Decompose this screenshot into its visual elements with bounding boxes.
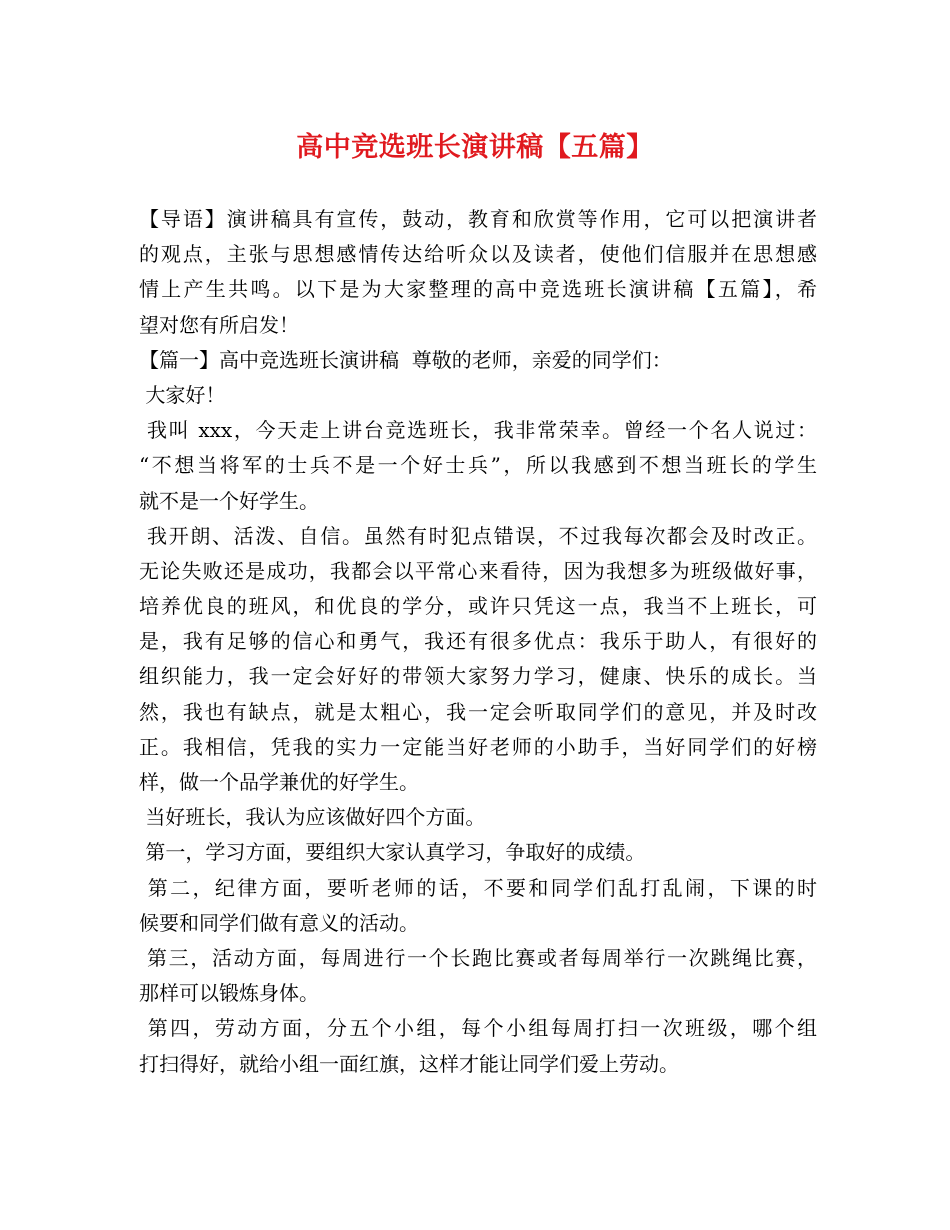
text-line: 培养优良的班风，和优良的学分，或许只凭这一点，我当不上班长，可 <box>139 594 817 619</box>
text-line: 候要和同学们做有意义的活动。 <box>139 910 419 935</box>
text-line: 就不是一个好学生。 <box>139 488 319 513</box>
text-line: 无论失败还是成功，我都会以平常心来看待，因为我想多为班级做好事， <box>139 558 817 583</box>
text-line: 大家好！ <box>139 382 226 407</box>
text-line: “不想当将军的士兵不是一个好士兵”，所以我感到不想当班长的学生 <box>139 453 817 478</box>
text-line: 我开朗、活泼、自信。虽然有时犯点错误，不过我每次都会及时改正。 <box>139 523 817 548</box>
text-line: 我叫 xxx，今天走上讲台竞选班长，我非常荣幸。曾经一个名人说过： <box>139 418 817 443</box>
text-line: 那样可以锻炼身体。 <box>139 981 319 1006</box>
text-line: 第三，活动方面，每周进行一个长跑比赛或者每周举行一次跳绳比赛， <box>139 945 817 970</box>
text-line: 第二，纪律方面，要听老师的话，不要和同学们乱打乱闹，下课的时 <box>139 875 817 900</box>
text-line: 组织能力，我一定会好好的带领大家努力学习，健康、快乐的成长。当 <box>139 664 817 689</box>
text-line: 的观点，主张与思想感情传达给听众以及读者，使他们信服并在思想感 <box>139 242 817 267</box>
text-line: 情上产生共鸣。以下是为大家整理的高中竞选班长演讲稿【五篇】，希 <box>139 277 817 302</box>
document-body <box>139 202 817 1082</box>
text-line: 望对您有所启发！ <box>139 312 299 337</box>
text-line: 正。我相信，凭我的实力一定能当好老师的小助手，当好同学们的好榜 <box>139 734 817 759</box>
text-line: 样，做一个品学兼优的好学生。 <box>139 770 419 794</box>
text-line: 【篇一】高中竞选班长演讲稿 尊敬的老师，亲爱的同学们： <box>139 347 672 372</box>
text-line: 打扫得好，就给小组一面红旗，这样才能让同学们爱上劳动。 <box>139 1051 679 1076</box>
text-line: 第四，劳动方面，分五个小组，每个小组每周打扫一次班级，哪个组 <box>139 1016 817 1041</box>
document-title: 高中竞选班长演讲稿【五篇】 <box>296 132 654 163</box>
text-line: 【导语】演讲稿具有宣传，鼓动，教育和欣赏等作用，它可以把演讲者 <box>139 207 817 231</box>
text-line: 第一，学习方面，要组织大家认真学习，争取好的成绩。 <box>139 840 646 865</box>
text-line: 是，我有足够的信心和勇气，我还有很多优点：我乐于助人，有很好的 <box>139 629 817 654</box>
text-line: 当好班长，我认为应该做好四个方面。 <box>139 805 486 830</box>
text-line: 然，我也有缺点，就是太粗心，我一定会听取同学们的意见，并及时改 <box>139 699 817 724</box>
